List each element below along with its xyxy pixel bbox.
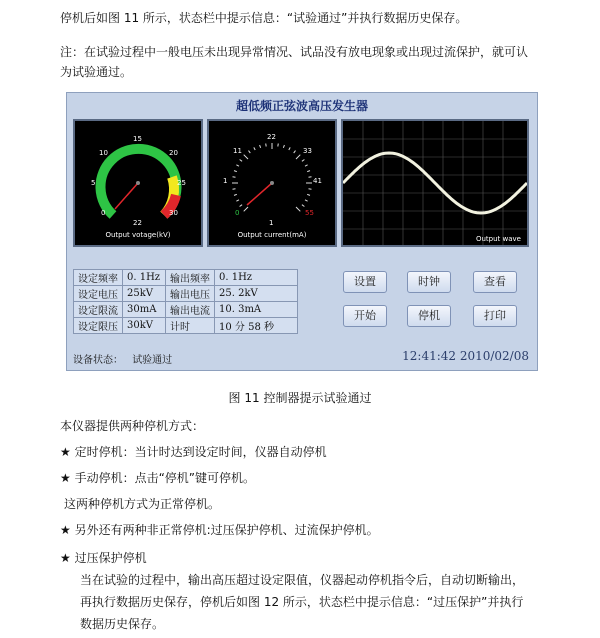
body-paragraph: 这两种停机方式为正常停机。	[64, 497, 221, 511]
tick-label: 22	[267, 133, 276, 141]
tick-label: 1	[269, 219, 274, 227]
parameter-table	[73, 269, 298, 334]
gauge-tick	[240, 205, 243, 207]
table-cell: 30kV	[123, 318, 166, 334]
current-gauge-caption: Output current(mA)	[237, 231, 307, 239]
gauge-tick	[244, 207, 248, 211]
figure-caption: 图 11 控制器提示试验通过	[228, 391, 372, 405]
waveform-caption: Output wave	[475, 235, 521, 243]
table-cell: 30mA	[123, 302, 166, 318]
gauge-tick	[266, 144, 267, 147]
table-cell: 设定电压	[74, 286, 123, 302]
current-needle	[247, 183, 272, 205]
tick-label: 20	[169, 149, 178, 157]
tick-label: 55	[305, 209, 314, 217]
waveform-plot	[343, 121, 527, 245]
body-paragraph: 数据历史保存。	[80, 617, 165, 631]
controller-screenshot	[66, 92, 538, 371]
intro-line: 停机后如图 11 所示，状态栏中提示信息：“试验通过”并执行数据历史保存。	[60, 11, 468, 25]
gauge-tick	[307, 171, 310, 172]
tick-label: 0	[235, 209, 240, 217]
tick-label: 5	[91, 179, 96, 187]
table-row	[74, 286, 298, 302]
gauge-tick	[296, 155, 300, 159]
voltage-gauge-dial	[75, 121, 201, 245]
gauge-tick	[236, 165, 239, 166]
gauge-tick	[296, 207, 300, 211]
gauge-tick	[309, 177, 312, 178]
gauge-tick	[309, 189, 312, 190]
gauge-tick	[233, 189, 236, 190]
gauge-tick	[244, 155, 248, 159]
note-line-2: 为试验通过。	[60, 65, 133, 79]
gauge-tick	[302, 160, 305, 162]
gauge-tick	[260, 145, 261, 148]
voltage-gauge-caption: Output votage(kV)	[105, 231, 171, 239]
gauge-tick	[294, 151, 296, 154]
body-paragraph: ★ 另外还有两种非正常停机:过压保护停机、过流保护停机。	[60, 523, 379, 537]
table-cell: 输出频率	[166, 270, 215, 286]
stop-button[interactable]: 停机	[407, 305, 451, 327]
table-cell: 0. 1Hz	[215, 270, 298, 286]
start-button[interactable]: 开始	[343, 305, 387, 327]
table-cell: 25kV	[123, 286, 166, 302]
table-cell: 计时	[166, 318, 215, 334]
gauge-tick	[307, 194, 310, 195]
tick-label: 41	[313, 177, 322, 185]
tick-label: 10	[99, 149, 108, 157]
tick-label: 25	[177, 179, 186, 187]
settings-button[interactable]: 设置	[343, 271, 387, 293]
print-button[interactable]: 打印	[473, 305, 517, 327]
gauge-tick	[254, 147, 255, 150]
sine-wave	[343, 153, 527, 213]
current-gauge	[207, 119, 337, 247]
table-cell: 设定限流	[74, 302, 123, 318]
gauge-tick	[305, 200, 308, 201]
voltage-value: 22	[133, 219, 142, 227]
body-paragraph: 再执行数据历史保存，停机后如图 12 所示，状态栏中提示信息：“过压保护”并执行	[80, 595, 524, 609]
table-row	[74, 318, 298, 334]
voltage-needle	[115, 183, 138, 209]
current-gauge-dial	[209, 121, 335, 245]
gauge-tick	[249, 151, 251, 154]
table-row	[74, 270, 298, 286]
body-paragraph: ★ 定时停机：当计时达到设定时间，仪器自动停机	[60, 445, 327, 459]
table-cell: 10. 3mA	[215, 302, 298, 318]
table-cell: 设定频率	[74, 270, 123, 286]
status-label: 设备状态：	[73, 355, 123, 366]
table-row	[74, 302, 298, 318]
gauge-tick	[289, 147, 290, 150]
view-button[interactable]: 查看	[473, 271, 517, 293]
body-paragraph: 本仪器提供两种停机方式：	[60, 419, 205, 433]
table-cell: 0. 1Hz	[123, 270, 166, 286]
tick-label: 15	[133, 135, 142, 143]
clock-button[interactable]: 时钟	[407, 271, 451, 293]
gauge-tick	[236, 200, 239, 201]
status-value: 试验通过	[132, 355, 173, 366]
table-cell: 输出电流	[166, 302, 215, 318]
table-cell: 10 分 58 秒	[215, 318, 298, 334]
body-paragraph: 当在试验的过程中，输出高压超过设定限值，仪器起动停机指令后，自动切断输出，	[80, 573, 525, 587]
tick-label: 1	[223, 177, 228, 185]
panel-title: 超低频正弦波高压发生器	[235, 99, 368, 113]
voltage-gauge	[73, 119, 203, 247]
table-cell: 25. 2kV	[215, 286, 298, 302]
note-line-1: 注：在试验过程中一般电压未出现异常情况、试品没有放电现象或出现过流保护，就可认	[60, 45, 529, 59]
datetime-display: 12:41:42 2010/02/08	[402, 349, 529, 363]
gauge-tick	[234, 171, 237, 172]
gauge-tick	[283, 145, 284, 148]
body-paragraph: ★ 过压保护停机	[60, 551, 147, 565]
tick-label: 0	[101, 209, 106, 217]
tick-label: 30	[169, 209, 178, 217]
tick-label: 33	[303, 147, 312, 155]
table-cell: 设定限压	[74, 318, 123, 334]
body-paragraph: ★ 手动停机：点击“停机”键可停机。	[60, 471, 256, 485]
tick-label: 11	[233, 147, 242, 155]
gauge-tick	[278, 144, 279, 147]
gauge-tick	[240, 160, 243, 162]
table-cell: 输出电压	[166, 286, 215, 302]
gauge-tick	[233, 177, 236, 178]
gauge-tick	[234, 194, 237, 195]
gauge-tick	[305, 165, 308, 166]
status-bar	[73, 351, 172, 366]
waveform-display	[341, 119, 529, 247]
gauge-tick	[302, 205, 305, 207]
